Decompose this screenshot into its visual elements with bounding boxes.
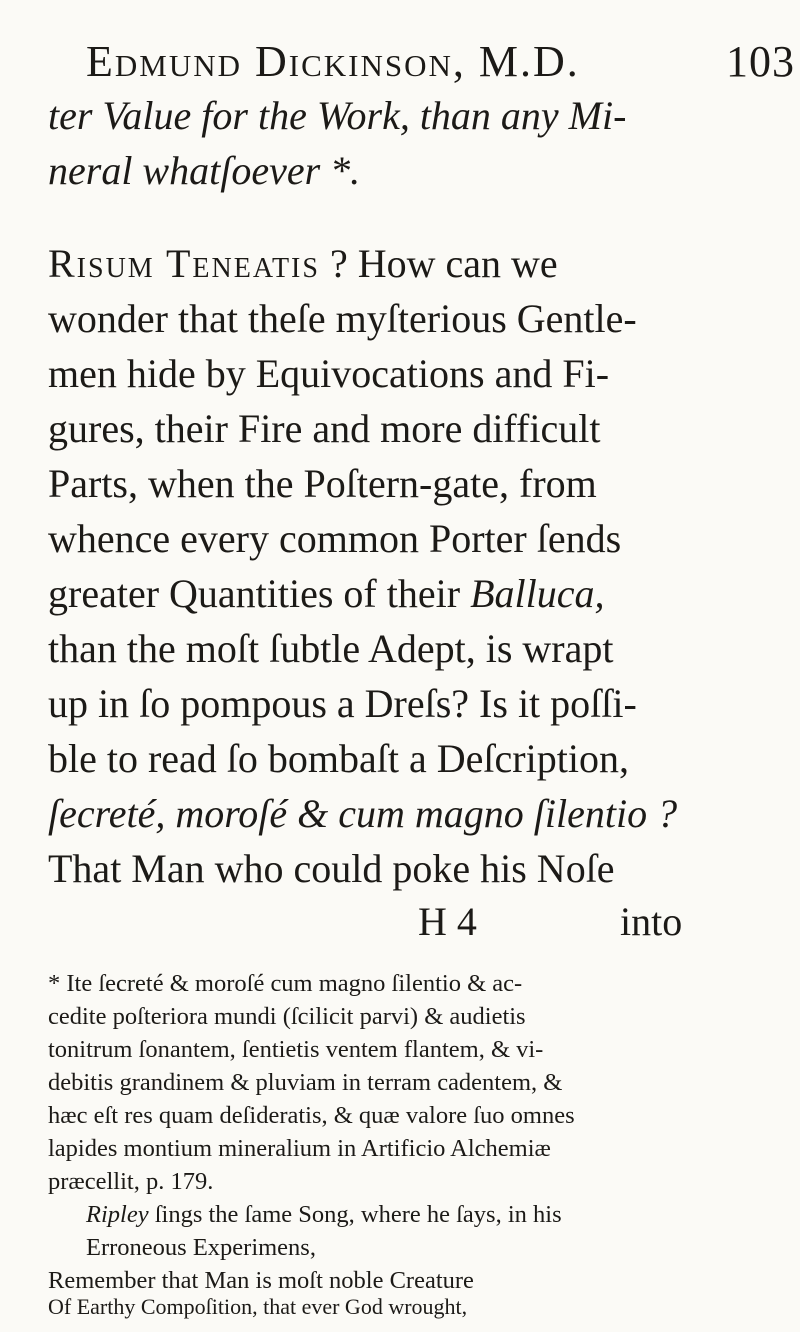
running-header	[86, 36, 795, 87]
text-line-7: Parts, when the Poſtern-gate, from	[48, 461, 597, 506]
footnote-line-7: præcellit, p. 179.	[48, 1168, 214, 1195]
text-line-3	[48, 240, 558, 287]
catchword: into	[620, 899, 683, 944]
footnote-line-1: * Ite ſecreté & moroſé cum magno ſilentio & ac-	[48, 970, 523, 997]
page-number: 103	[726, 37, 795, 86]
text-line-8: whence every common Porter ſends	[48, 516, 622, 561]
footnote-line-4: debitis grandinem & pluviam in terram cadentem, &	[48, 1069, 563, 1096]
risum-teneatis: Risum Teneatis	[48, 241, 320, 286]
signature-mark: H 4	[418, 899, 477, 944]
footnote-line-9: Erroneous Experimens,	[86, 1234, 316, 1261]
text-line-12: ble to read ſo bombaſt a Deſcription,	[48, 736, 629, 781]
text-line-4: wonder that theſe myſterious Gentle-	[48, 296, 637, 341]
text-line-13: ſecreté, moroſé & cum magno ſilentio ?	[48, 791, 678, 836]
text-line-5: men hide by Equivocations and Fi-	[48, 351, 610, 396]
text-line-6: gures, their Fire and more difficult	[48, 406, 601, 451]
footnote-line-3: tonitrum ſonantem, ſentietis ventem flantem, & vi-	[48, 1036, 544, 1063]
text-line-11: up in ſo pompous a Dreſs? Is it poſſi-	[48, 681, 637, 726]
footnote-line-5: hæc eſt res quam deſideratis, & quæ valore ſuo omnes	[48, 1102, 575, 1129]
footnote-line-8-rest: ſings the ſame Song, where he ſays, in his	[148, 1201, 562, 1228]
text-line-9	[48, 570, 604, 617]
running-title: Edmund Dickinson, M.D.	[86, 37, 580, 86]
text-line-14: That Man who could poke his Noſe	[48, 846, 615, 891]
footnote-line-2: cedite poſteriora mundi (ſcilicit parvi) & audietis	[48, 1003, 526, 1030]
footnote-line-8	[86, 1201, 562, 1229]
balluca: Balluca,	[470, 571, 605, 616]
text-line-10: than the moſt ſubtle Adept, is wrapt	[48, 626, 614, 671]
text-line-9-pre: greater Quantities of their	[48, 571, 471, 616]
text-line-1: ter Value for the Work, than any Mi-	[48, 93, 627, 138]
ripley: Ripley	[86, 1201, 149, 1228]
footnote-line-11: Of Earthy Compoſition, that ever God wrought,	[48, 1294, 468, 1319]
footnote-line-6: lapides montium mineralium in Artificio Alchemiæ	[48, 1135, 551, 1162]
text-line-3-rest: ? How can we	[319, 241, 558, 286]
footnote-line-10: Remember that Man is moſt noble Creature	[48, 1267, 474, 1294]
text-line-2: neral whatſoever *.	[48, 148, 361, 193]
